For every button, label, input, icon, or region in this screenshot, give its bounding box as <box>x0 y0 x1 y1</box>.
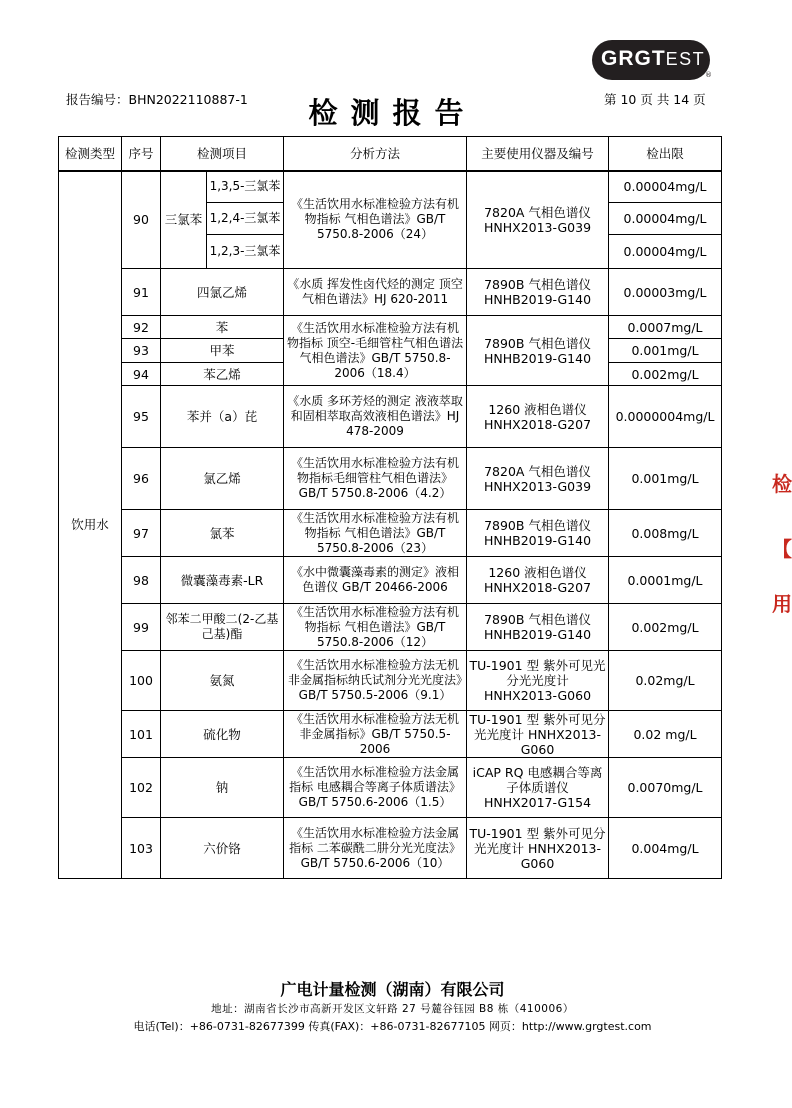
method-cell: 《水质 多环芳烃的测定 液液萃取和固相萃取高效液相色谱法》HJ 478-2009 <box>284 386 467 448</box>
header-instrument: 主要使用仪器及编号 <box>467 137 609 171</box>
table-header-row <box>59 137 722 171</box>
method-cell: 《生活饮用水标准检验方法有机物指标 气相色谱法》GB/T 5750.8-2006（23） <box>284 510 467 557</box>
method-cell: 《生活饮用水标准检验方法金属指标 电感耦合等离子体质谱法》GB/T 5750.6-2006（1.5） <box>284 758 467 818</box>
seq-cell: 97 <box>122 510 161 557</box>
instrument-cell: iCAP RQ 电感耦合等离子体质谱仪 HNHX2017-G154 <box>467 758 609 818</box>
company-logo <box>592 40 712 82</box>
table-row <box>59 557 722 604</box>
table-row <box>59 171 722 203</box>
page-number: 第 10 页 共 14 页 <box>604 92 706 107</box>
limit-cell: 0.00004mg/L <box>609 203 722 235</box>
item-cell: 六价铬 <box>161 818 284 879</box>
item-cell: 氯乙烯 <box>161 448 284 510</box>
limit-cell: 0.002mg/L <box>609 363 722 386</box>
limit-cell: 0.00003mg/L <box>609 269 722 316</box>
header-category: 检测类型 <box>59 137 122 171</box>
seq-cell: 101 <box>122 711 161 758</box>
seal-char: 检 <box>772 472 792 496</box>
item-cell: 钠 <box>161 758 284 818</box>
table-row <box>59 651 722 711</box>
seal-char: 用 <box>772 592 792 616</box>
limit-cell: 0.0007mg/L <box>609 316 722 339</box>
table-row <box>59 448 722 510</box>
item-cell: 苯 <box>161 316 284 339</box>
instrument-cell: 7890B 气相色谱仪 HNHB2019-G140 <box>467 316 609 386</box>
item-cell: 邻苯二甲酸二(2-乙基己基)酯 <box>161 604 284 651</box>
subitem-cell: 1,3,5-三氯苯 <box>207 171 284 203</box>
page-title: 检测报告 <box>308 96 477 130</box>
seq-cell: 91 <box>122 269 161 316</box>
seal-char: 【 <box>772 537 792 561</box>
instrument-cell: 7820A 气相色谱仪 HNHX2013-G039 <box>467 171 609 269</box>
footer-address: 地址：湖南省长沙市高新开发区文轩路 27 号麓谷钰园 B8 栋（410006） <box>211 1003 574 1015</box>
item-cell: 微囊藻毒素-LR <box>161 557 284 604</box>
table-row <box>59 818 722 879</box>
seq-cell: 103 <box>122 818 161 879</box>
limit-cell: 0.001mg/L <box>609 448 722 510</box>
item-cell: 硫化物 <box>161 711 284 758</box>
table-row <box>59 386 722 448</box>
footer-contact: 电话(Tel)：+86-0731-82677399 传真(FAX)：+86-0731-82677105 网页：http://www.grgtest.com <box>133 1020 652 1033</box>
instrument-cell: 7820A 气相色谱仪 HNHX2013-G039 <box>467 448 609 510</box>
method-cell: 《生活饮用水标准检验方法有机物指标 顶空-毛细管柱气相色谱法气相色谱法》GB/T 5750.8-2006（18.4） <box>284 316 467 386</box>
table-row <box>59 604 722 651</box>
header-method: 分析方法 <box>284 137 467 171</box>
instrument-cell: TU-1901 型 紫外可见分光光度计 HNHX2013-G060 <box>467 711 609 758</box>
item-cell: 苯并（a）芘 <box>161 386 284 448</box>
subitem-cell: 1,2,4-三氯苯 <box>207 203 284 235</box>
limit-cell: 0.02 mg/L <box>609 711 722 758</box>
limit-cell: 0.0070mg/L <box>609 758 722 818</box>
item-cell: 甲苯 <box>161 339 284 363</box>
limit-cell: 0.001mg/L <box>609 339 722 363</box>
instrument-cell: TU-1901 型 紫外可见分光光度计 HNHX2013-G060 <box>467 818 609 879</box>
method-cell: 《生活饮用水标准检验方法有机物指标 气相色谱法》GB/T 5750.8-2006（12） <box>284 604 467 651</box>
results-table <box>58 136 722 879</box>
method-cell: 《生活饮用水标准检验方法有机物指标毛细管柱气相色谱法》GB/T 5750.8-2006（4.2） <box>284 448 467 510</box>
item-cell: 氨氮 <box>161 651 284 711</box>
table-row <box>59 758 722 818</box>
limit-cell: 0.02mg/L <box>609 651 722 711</box>
method-cell: 《生活饮用水标准检验方法有机物指标 气相色谱法》GB/T 5750.8-2006（24） <box>284 171 467 269</box>
logo-main: GRGT <box>601 47 666 70</box>
seq-cell: 102 <box>122 758 161 818</box>
table-row <box>59 510 722 557</box>
table-row <box>59 711 722 758</box>
registered-mark: ® <box>705 71 712 79</box>
instrument-cell: 1260 液相色谱仪 HNHX2018-G207 <box>467 557 609 604</box>
seq-cell: 99 <box>122 604 161 651</box>
instrument-cell: 7890B 气相色谱仪 HNHB2019-G140 <box>467 269 609 316</box>
limit-cell: 0.008mg/L <box>609 510 722 557</box>
item-cell: 四氯乙烯 <box>161 269 284 316</box>
header-limit: 检出限 <box>609 137 722 171</box>
instrument-cell: 1260 液相色谱仪 HNHX2018-G207 <box>467 386 609 448</box>
instrument-cell: 7890B 气相色谱仪 HNHB2019-G140 <box>467 604 609 651</box>
report-number: 报告编号：BHN2022110887-1 <box>66 92 248 107</box>
logo-text <box>601 47 705 71</box>
seq-cell: 100 <box>122 651 161 711</box>
seq-cell: 92 <box>122 316 161 339</box>
header-item: 检测项目 <box>161 137 284 171</box>
seq-cell: 96 <box>122 448 161 510</box>
table-row <box>59 269 722 316</box>
seq-cell: 90 <box>122 171 161 269</box>
seq-cell: 95 <box>122 386 161 448</box>
instrument-cell: TU-1901 型 紫外可见光分光光度计 HNHX2013-G060 <box>467 651 609 711</box>
table-row <box>59 316 722 339</box>
limit-cell: 0.002mg/L <box>609 604 722 651</box>
method-cell: 《生活饮用水标准检验方法金属指标 二苯碳酰二肼分光光度法》GB/T 5750.6-2006（10） <box>284 818 467 879</box>
method-cell: 《水中微囊藻毒素的测定》液相色谱仪 GB/T 20466-2006 <box>284 557 467 604</box>
method-cell: 《水质 挥发性卤代烃的测定 顶空气相色谱法》HJ 620-2011 <box>284 269 467 316</box>
item-group-cell: 三氯苯 <box>161 171 207 269</box>
subitem-cell: 1,2,3-三氯苯 <box>207 235 284 269</box>
seq-cell: 93 <box>122 339 161 363</box>
limit-cell: 0.0001mg/L <box>609 557 722 604</box>
limit-cell: 0.00004mg/L <box>609 235 722 269</box>
partial-seal <box>772 468 790 633</box>
method-cell: 《生活饮用水标准检验方法无机非金属指标》GB/T 5750.5-2006 <box>284 711 467 758</box>
method-cell: 《生活饮用水标准检验方法无机非金属指标纳氏试剂分光光度法》GB/T 5750.5-2006（9.1） <box>284 651 467 711</box>
category-cell: 饮用水 <box>59 171 122 879</box>
item-cell: 氯苯 <box>161 510 284 557</box>
header-seq: 序号 <box>122 137 161 171</box>
seq-cell: 98 <box>122 557 161 604</box>
seq-cell: 94 <box>122 363 161 386</box>
logo-rest: EST <box>665 49 706 69</box>
item-cell: 苯乙烯 <box>161 363 284 386</box>
limit-cell: 0.00004mg/L <box>609 171 722 203</box>
instrument-cell: 7890B 气相色谱仪 HNHB2019-G140 <box>467 510 609 557</box>
footer-company: 广电计量检测（湖南）有限公司 <box>280 980 505 999</box>
limit-cell: 0.0000004mg/L <box>609 386 722 448</box>
limit-cell: 0.004mg/L <box>609 818 722 879</box>
